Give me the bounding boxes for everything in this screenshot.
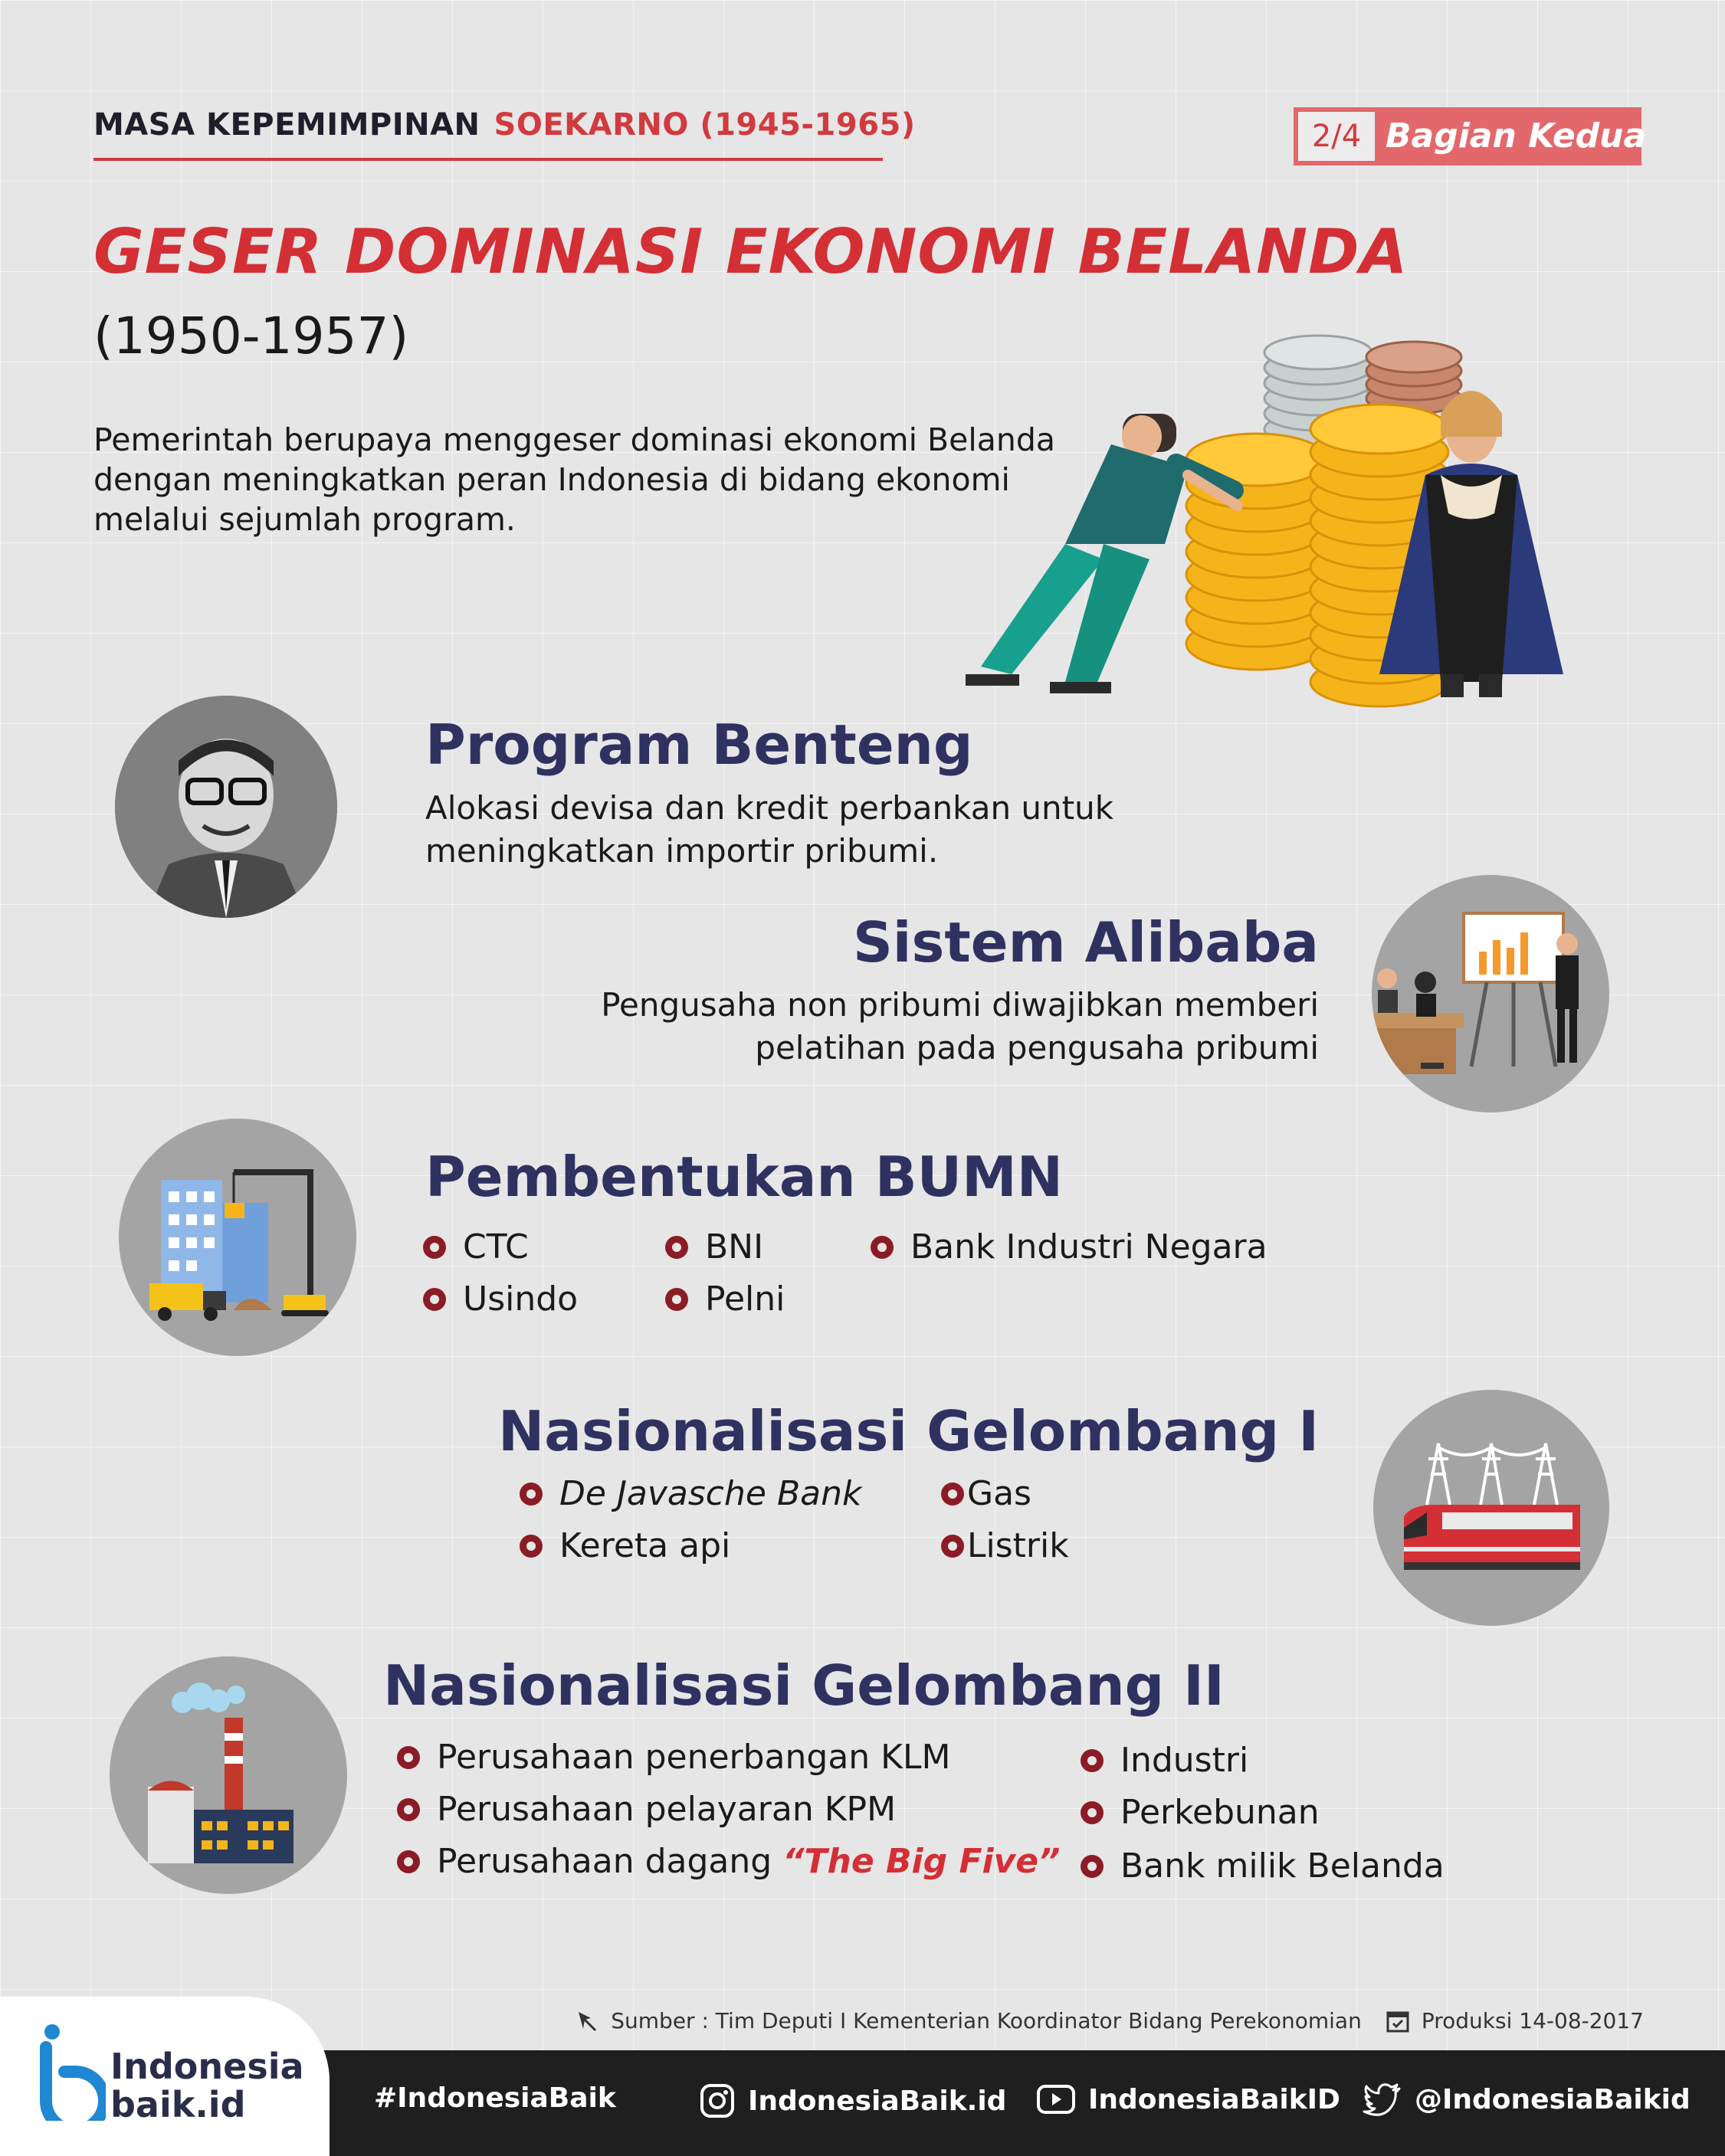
twitter-icon [1363, 2082, 1402, 2116]
source-text: Sumber : Tim Deputi I Kementerian Koordinator Bidang Perekonomian [611, 2007, 1362, 2033]
bullet-icon [665, 1288, 688, 1311]
list-item: Perusahaan penerbangan KLM [397, 1738, 951, 1777]
list-item: Pelni [665, 1280, 785, 1319]
bullet-icon [941, 1483, 964, 1506]
header-underline [93, 158, 883, 161]
part-badge [1294, 107, 1647, 165]
factory-icon [110, 1656, 347, 1894]
list-item: Perkebunan [1081, 1793, 1320, 1832]
pembentukan-bumn-heading: Pembentukan BUMN [425, 1145, 1063, 1209]
page-number: 2/4 [1298, 112, 1375, 161]
twitter-link[interactable]: @IndonesiaBaikid [1363, 2082, 1691, 2116]
intro-text: Pemerintah berupaya menggeser dominasi ekonomi Belanda dengan meningkatkan peran Indonesia di bidang ekonomi melalui sejumlah program. [93, 421, 1056, 538]
pin-icon [574, 2007, 600, 2033]
logo-icon [37, 2021, 106, 2121]
page-title: GESER DOMINASI EKONOMI BELANDA [93, 216, 1409, 287]
list-item: CTC [423, 1227, 529, 1266]
presentation-icon [1372, 875, 1609, 1112]
bullet-icon [423, 1288, 446, 1311]
construction-icon [119, 1119, 356, 1356]
series-header [93, 107, 916, 143]
list-item: Bank Industri Negara [871, 1227, 1268, 1266]
youtube-icon [1036, 2082, 1076, 2116]
nasionalisasi-2-heading: Nasionalisasi Gelombang II [383, 1653, 1225, 1718]
instagram-icon [699, 2082, 736, 2119]
source-line [574, 2007, 1644, 2033]
portrait-icon [115, 696, 337, 918]
bullet-icon [665, 1236, 688, 1259]
bullet-icon [520, 1483, 543, 1506]
list-item: Kereta api [520, 1526, 730, 1565]
big-five-highlight: “The Big Five” [782, 1842, 1061, 1881]
production-date: Produksi 14-08-2017 [1421, 2007, 1644, 2033]
part-label: Bagian Kedua [1386, 116, 1647, 156]
program-benteng-desc: Alokasi devisa dan kredit perbankan untuk meningkatkan importir pribumi. [425, 789, 1114, 870]
bullet-icon [397, 1850, 420, 1873]
list-item: Gas [941, 1474, 1031, 1513]
bullet-icon [397, 1746, 420, 1769]
logo-text: Indonesia baik.id [110, 2046, 304, 2125]
bullet-icon [871, 1236, 894, 1259]
series-highlight: SOEKARNO (1945-1965) [494, 107, 916, 143]
list-item: Industri [1081, 1741, 1248, 1780]
page-years: (1950-1957) [93, 306, 409, 365]
series-label: MASA KEPEMIMPINAN [93, 107, 480, 143]
list-item: Usindo [423, 1280, 578, 1319]
program-benteng-heading: Program Benteng [425, 713, 973, 777]
bullet-icon [397, 1798, 420, 1821]
bullet-icon [1081, 1749, 1104, 1772]
list-item: Perusahaan dagang “The Big Five” [397, 1842, 1060, 1881]
instagram-link[interactable]: IndonesiaBaik.id [699, 2082, 1006, 2119]
train-power-icon [1373, 1390, 1609, 1626]
youtube-link[interactable]: IndonesiaBaikID [1036, 2082, 1340, 2116]
hashtag-link[interactable]: #IndonesiaBaik [374, 2082, 616, 2114]
coins-illustration-icon [935, 314, 1609, 713]
sistem-alibaba-desc [553, 984, 1319, 1070]
bullet-icon [423, 1236, 446, 1259]
list-item: Listrik [941, 1526, 1069, 1565]
nasionalisasi-1-heading: Nasionalisasi Gelombang I [498, 1399, 1319, 1463]
bullet-icon [1081, 1855, 1104, 1878]
bullet-icon [1081, 1801, 1104, 1824]
sistem-alibaba-heading: Sistem Alibaba [852, 910, 1319, 975]
list-item: BNI [665, 1227, 763, 1266]
list-item: Bank milik Belanda [1081, 1846, 1445, 1886]
list-item: Perusahaan pelayaran KPM [397, 1790, 896, 1829]
sistem-alibaba-desc-line1: Pengusaha non pribumi diwajibkan memberi [601, 986, 1319, 1024]
sistem-alibaba-desc-line2: pelatihan pada pengusaha pribumi [755, 1029, 1319, 1067]
bullet-icon [520, 1535, 543, 1558]
list-item: De Javasche Bank [520, 1474, 861, 1513]
bullet-icon [941, 1535, 964, 1558]
calendar-icon [1385, 2007, 1411, 2033]
